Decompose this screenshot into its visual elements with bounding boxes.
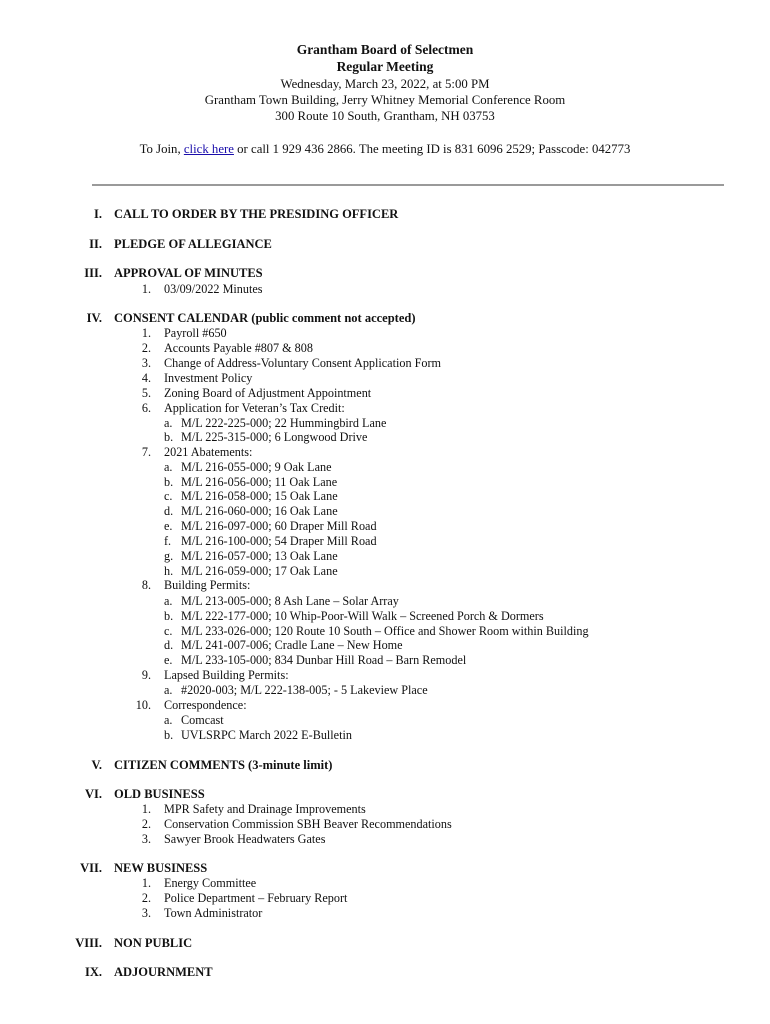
- meeting-address: 300 Route 10 South, Grantham, NH 03753: [275, 109, 495, 123]
- agenda-item-text: Sawyer Brook Headwaters Gates: [164, 832, 326, 846]
- agenda-section-text: ADJOURNMENT: [114, 965, 213, 979]
- agenda-item-text: Lapsed Building Permits:: [164, 668, 289, 682]
- agenda-item-number: 3.: [141, 356, 151, 370]
- agenda-item-text: MPR Safety and Drainage Improvements: [164, 802, 366, 816]
- agenda-item-text: 03/09/2022 Minutes: [164, 282, 263, 296]
- agenda-subitem-text: M/L 233-026-000; 120 Route 10 South – Office and Shower Room within Building: [181, 624, 589, 638]
- header-divider: [92, 184, 724, 186]
- agenda-item-text: Building Permits:: [164, 578, 251, 592]
- agenda-item-text: Payroll #650: [164, 326, 227, 340]
- agenda-subitem-number: c.: [164, 489, 173, 503]
- agenda-section-number: III.: [84, 266, 102, 280]
- agenda-subitem-text: M/L 216-057-000; 13 Oak Lane: [181, 549, 338, 563]
- agenda-subitem-text: M/L 216-060-000; 16 Oak Lane: [181, 504, 338, 518]
- agenda-item-number: 2.: [141, 341, 151, 355]
- agenda-subitem-text: M/L 222-225-000; 22 Hummingbird Lane: [181, 416, 387, 430]
- agenda-section-text: NON PUBLIC: [114, 936, 193, 950]
- agenda-section-text: APPROVAL OF MINUTES: [114, 266, 263, 280]
- agenda-item-text: Zoning Board of Adjustment Appointment: [164, 386, 372, 400]
- agenda-item-number: 6.: [141, 401, 151, 415]
- agenda-subitem-number: b.: [164, 430, 174, 444]
- agenda-item-number: 7.: [141, 445, 151, 459]
- agenda-item-text: Change of Address-Voluntary Consent Application Form: [164, 356, 442, 370]
- agenda-subitem-text: UVLSRPC March 2022 E-Bulletin: [181, 728, 352, 742]
- agenda-item-text: Conservation Commission SBH Beaver Recommendations: [164, 817, 452, 831]
- agenda-item-number: 3.: [141, 832, 151, 846]
- join-instructions: [0, 142, 770, 157]
- agenda-subitem-text: M/L 225-315-000; 6 Longwood Drive: [181, 430, 368, 444]
- agenda-subitem-text: M/L 216-097-000; 60 Draper Mill Road: [181, 519, 377, 533]
- agenda-subitem-text: M/L 216-055-000; 9 Oak Lane: [181, 460, 332, 474]
- meeting-location: Grantham Town Building, Jerry Whitney Memorial Conference Room: [204, 93, 566, 107]
- agenda-subitem-number: b.: [164, 475, 174, 489]
- agenda-item-number: 8.: [141, 578, 151, 592]
- agenda-subitem-text: M/L 216-059-000; 17 Oak Lane: [181, 564, 338, 578]
- agenda-subitem-number: b.: [164, 609, 174, 623]
- agenda-item-number: 2.: [141, 891, 151, 905]
- meeting-date: Wednesday, March 23, 2022, at 5:00 PM: [280, 77, 490, 91]
- agenda-subitem-text: M/L 216-100-000; 54 Draper Mill Road: [181, 534, 377, 548]
- agenda-item-text: Town Administrator: [164, 906, 263, 920]
- agenda-section-text: CITIZEN COMMENTS (3-minute limit): [114, 758, 333, 772]
- agenda-subitem-number: d.: [164, 638, 174, 652]
- agenda-subitem-number: a.: [164, 683, 173, 697]
- agenda-subitem-number: b.: [164, 728, 174, 742]
- agenda-item-number: 3.: [141, 906, 151, 920]
- agenda-item-text: Police Department – February Report: [164, 891, 348, 905]
- agenda-item-number: 5.: [141, 386, 151, 400]
- agenda-subitem-number: g.: [164, 549, 174, 563]
- agenda-subitem-text: Comcast: [181, 713, 224, 727]
- agenda-subitem-number: a.: [164, 713, 173, 727]
- agenda-subitem-number: a.: [164, 416, 173, 430]
- agenda-subitem-text: M/L 222-177-000; 10 Whip-Poor-Will Walk – Screened Porch & Dormers: [181, 609, 544, 623]
- agenda-subitem-number: e.: [164, 519, 173, 533]
- agenda-subitem-number: a.: [164, 594, 173, 608]
- agenda-section-number: VII.: [80, 861, 102, 875]
- agenda-subitem-text: M/L 213-005-000; 8 Ash Lane – Solar Array: [181, 594, 399, 608]
- agenda-subitem-number: h.: [164, 564, 174, 578]
- agenda-item-text: 2021 Abatements:: [164, 445, 253, 459]
- agenda-section-text: CALL TO ORDER BY THE PRESIDING OFFICER: [114, 207, 399, 221]
- agenda-subitem-text: M/L 216-056-000; 11 Oak Lane: [181, 475, 338, 489]
- join-suffix: or call 1 929 436 2866. The meeting ID is 831 6096 2529; Passcode: 042773: [233, 142, 631, 156]
- agenda-section-number: IX.: [84, 965, 102, 979]
- agenda-subitem-number: f.: [164, 534, 172, 548]
- agenda-item-number: 1.: [141, 876, 151, 890]
- agenda-item-number: 10.: [135, 698, 151, 712]
- agenda-item-text: Investment Policy: [164, 371, 253, 385]
- agenda-section-number: V.: [91, 758, 102, 772]
- agenda-section-text: PLEDGE OF ALLEGIANCE: [114, 237, 272, 251]
- meeting-board-title: Grantham Board of Selectmen: [296, 42, 474, 57]
- agenda-section-text: OLD BUSINESS: [114, 787, 205, 801]
- agenda-section-text: CONSENT CALENDAR (public comment not accepted): [114, 311, 416, 325]
- agenda-section-number: II.: [89, 237, 102, 251]
- agenda-item-text: Accounts Payable #807 & 808: [164, 341, 313, 355]
- meeting-type-subtitle: Regular Meeting: [336, 59, 434, 74]
- agenda-item-number: 2.: [141, 817, 151, 831]
- agenda-subitem-number: e.: [164, 653, 173, 667]
- agenda-section-text: NEW BUSINESS: [114, 861, 208, 875]
- agenda-subitem-text: M/L 216-058-000; 15 Oak Lane: [181, 489, 338, 503]
- agenda-item-number: 1.: [141, 802, 151, 816]
- agenda-item-number: 1.: [141, 282, 151, 296]
- agenda-subitem-text: M/L 241-007-006; Cradle Lane – New Home: [181, 638, 403, 652]
- agenda-section-number: VI.: [84, 787, 102, 801]
- agenda-item-number: 1.: [141, 326, 151, 340]
- agenda-subitem-text: M/L 233-105-000; 834 Dunbar Hill Road – Barn Remodel: [181, 653, 467, 667]
- agenda-subitem-number: c.: [164, 624, 173, 638]
- agenda-section-number: VIII.: [75, 936, 102, 950]
- join-prefix: To Join,: [139, 142, 184, 156]
- agenda-item-number: 4.: [141, 371, 151, 385]
- join-link[interactable]: click here: [183, 142, 234, 156]
- agenda-item-text: Correspondence:: [164, 698, 247, 712]
- agenda-section-number: I.: [94, 207, 102, 221]
- agenda-section-number: IV.: [86, 311, 102, 325]
- agenda-item-text: Energy Committee: [164, 876, 257, 890]
- agenda-item-number: 9.: [141, 668, 151, 682]
- agenda-subitem-text: #2020-003; M/L 222-138-005; - 5 Lakeview Place: [181, 683, 428, 697]
- agenda-item-text: Application for Veteran’s Tax Credit:: [164, 401, 345, 415]
- agenda-subitem-number: d.: [164, 504, 174, 518]
- agenda-subitem-number: a.: [164, 460, 173, 474]
